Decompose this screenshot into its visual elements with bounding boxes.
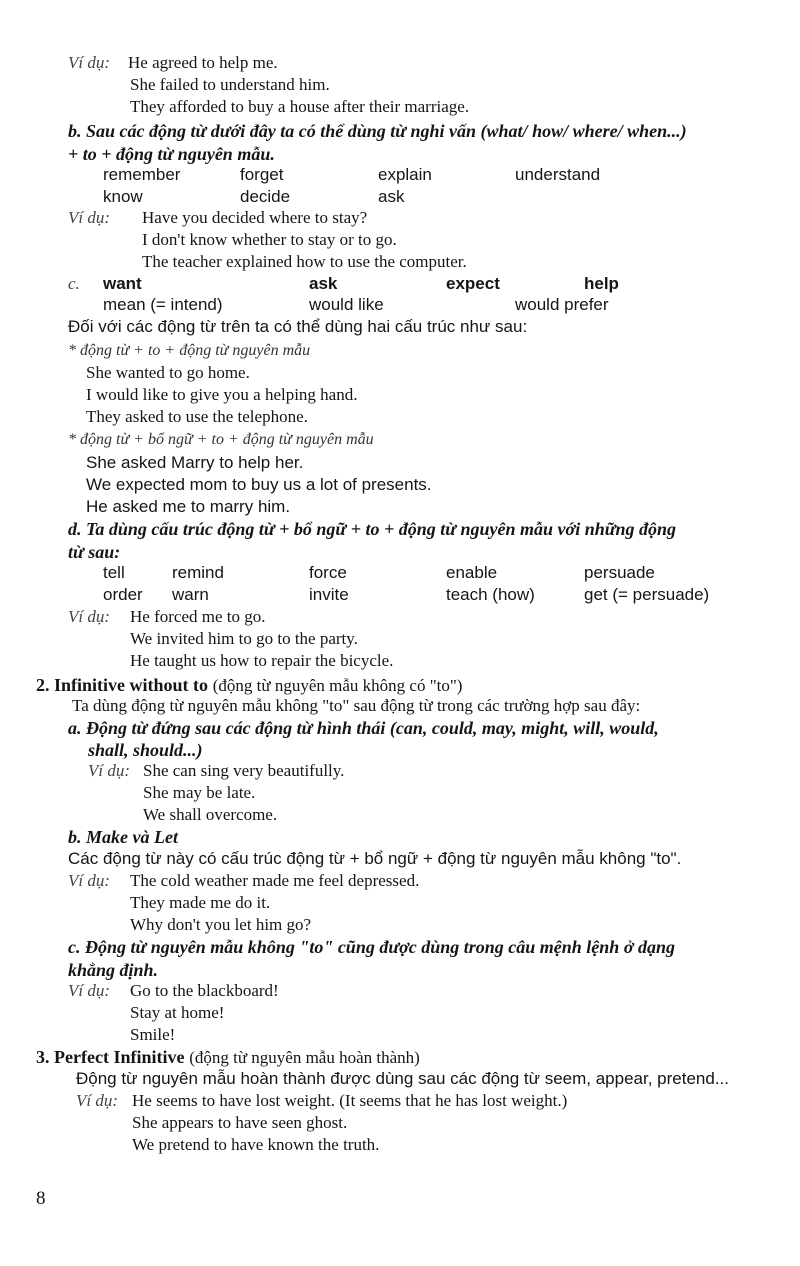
section-title-note: (động từ nguyên mẫu không có "to") (212, 676, 463, 695)
document-page: Ví dụ: He agreed to help me. She failed to understand him. They afforded to buy a house after their marriage. b. Sau các động từ dưới đây ta có thể dùng từ nghi vấn (what/ how/ where/ when...) + to + động từ nguyên mẫu. remember forget explain understand know decide ask Ví dụ: Have you decided where to stay? I don't know whether to stay or to go. The teacher explained how to use the computer. c. want ask expect help mean (= intend) would like would prefer Đối với các động từ trên ta có thể dùng hai cấu trúc như sau: * động từ + to + động từ nguyên mẫu She wanted to go home. I would like to give you a helping hand. They asked to use the telephone. * động từ + bổ ngữ + to + động từ nguyên mẫu She asked Marry to help her. We expected mom to buy us a lot of presents. He asked me to marry him. d. Ta dùng cấu trúc động từ + bổ ngữ + to + động từ nguyên mẫu với những động từ sau: tell remind force enable persuade order warn invite teach (how) get (= persuade) Ví dụ: He forced me to go. We invited him to go to the party. He taught us how to repair the bicycle. 2. Infinitive without to (động từ nguyên mẫu không có "to") Ta dùng động từ nguyên mẫu không "to" sau động từ trong các trường hợp sau đây: a. Động từ đứng sau các động từ hình thái (can, could, may, might, will, would, shall, should...) Ví dụ: She can sing very beautifully. She may be late. We shall overcome. b. Make và Let Các động từ này có cấu trúc động từ + bổ ngữ + động từ nguyên mẫu không "to". Ví dụ: The cold weather made me feel depressed. They made me do it. Why don't you let him go? c. Động từ nguyên mẫu không "to" cũng được dùng trong câu mệnh lệnh ở dạng khẳng định. Ví dụ: Go to the blackboard! Stay at home! Smile! 3. Perfect Infinitive (động từ nguyên mẫu hoàn thành) Động từ nguyên mẫu hoàn thành được dùng sau các động từ seem, appear, pretend... Ví dụ: He seems to have lost weight. (It seems that he has lost weight.) She appears to have seen ghost. We pretend to have known the truth. 8 (36, 53, 729, 1209)
example-sentence: We shall overcome. (143, 805, 278, 824)
example-sentence: She wanted to go home. (86, 363, 250, 382)
example-sentence: They afforded to buy a house after their marriage. (130, 97, 470, 116)
verb-item: teach (how) (446, 585, 535, 604)
example-sentence: They asked to use the telephone. (86, 407, 308, 426)
example-sentence: We invited him to go to the party. (130, 629, 358, 648)
example-label: Ví dụ: (68, 53, 111, 72)
verb-item: force (309, 563, 347, 582)
example-sentence: The teacher explained how to use the computer. (142, 252, 467, 271)
verb-item: explain (378, 165, 432, 184)
example-sentence: I would like to give you a helping hand. (86, 385, 358, 404)
example-sentence: The cold weather made me feel depressed. (130, 871, 420, 890)
section-title-text: 2. Infinitive without to (36, 675, 209, 695)
example-sentence: She failed to understand him. (130, 75, 330, 94)
verb-item: would prefer (515, 295, 609, 314)
example-label: Ví dụ: (88, 761, 131, 780)
example-label: Ví dụ: (68, 208, 111, 227)
example-sentence: I don't know whether to stay or to go. (142, 230, 397, 249)
example-sentence: She asked Marry to help her. (86, 453, 304, 472)
verb-item: get (= persuade) (584, 585, 710, 604)
example-label: Ví dụ: (68, 981, 111, 1000)
verb-item: enable (446, 563, 498, 582)
verb-item: want (103, 274, 142, 293)
example-sentence: She can sing very beautifully. (143, 761, 345, 780)
verb-item: tell (103, 563, 125, 582)
example-sentence: He agreed to help me. (128, 53, 278, 72)
verb-item: decide (240, 187, 291, 206)
verb-item: invite (309, 585, 349, 604)
verb-item: expect (446, 274, 500, 293)
example-sentence: He taught us how to repair the bicycle. (130, 651, 394, 670)
verb-item: persuade (584, 563, 655, 582)
verb-item: help (584, 274, 619, 293)
verb-item: ask (309, 274, 338, 293)
section-title-text: 3. Perfect Infinitive (36, 1047, 185, 1067)
example-sentence: Have you decided where to stay? (142, 208, 368, 227)
verb-item: warn (172, 585, 209, 604)
example-sentence: She may be late. (143, 783, 256, 802)
section-letter: c. (68, 274, 80, 293)
example-sentence: He asked me to marry him. (86, 497, 291, 516)
verb-item: order (103, 585, 143, 604)
example-sentence: We pretend to have known the truth. (132, 1135, 380, 1154)
example-sentence: Go to the blackboard! (130, 981, 279, 1000)
example-label: Ví dụ: (68, 607, 111, 626)
example-sentence: We expected mom to buy us a lot of presents. (86, 475, 432, 494)
example-sentence: Stay at home! (130, 1003, 225, 1022)
verb-item: understand (515, 165, 601, 184)
verb-item: remind (172, 563, 224, 582)
verb-item: know (103, 187, 143, 206)
example-label: Ví dụ: (68, 871, 111, 890)
example-sentence: She appears to have seen ghost. (132, 1113, 348, 1132)
verb-item: remember (103, 165, 181, 184)
section-title-note: (động từ nguyên mẫu hoàn thành) (189, 1048, 420, 1067)
verb-item: ask (378, 187, 405, 206)
verb-item: forget (240, 165, 284, 184)
example-sentence: Why don't you let him go? (130, 915, 312, 934)
example-sentence: He forced me to go. (130, 607, 266, 626)
page-number: 8 (36, 1188, 46, 1209)
verb-item: would like (309, 295, 384, 314)
example-sentence: Smile! (130, 1025, 176, 1044)
example-label: Ví dụ: (76, 1091, 119, 1110)
example-sentence: He seems to have lost weight. (It seems that he has lost weight.) (132, 1091, 568, 1110)
verb-item: mean (= intend) (103, 295, 223, 314)
example-sentence: They made me do it. (130, 893, 271, 912)
